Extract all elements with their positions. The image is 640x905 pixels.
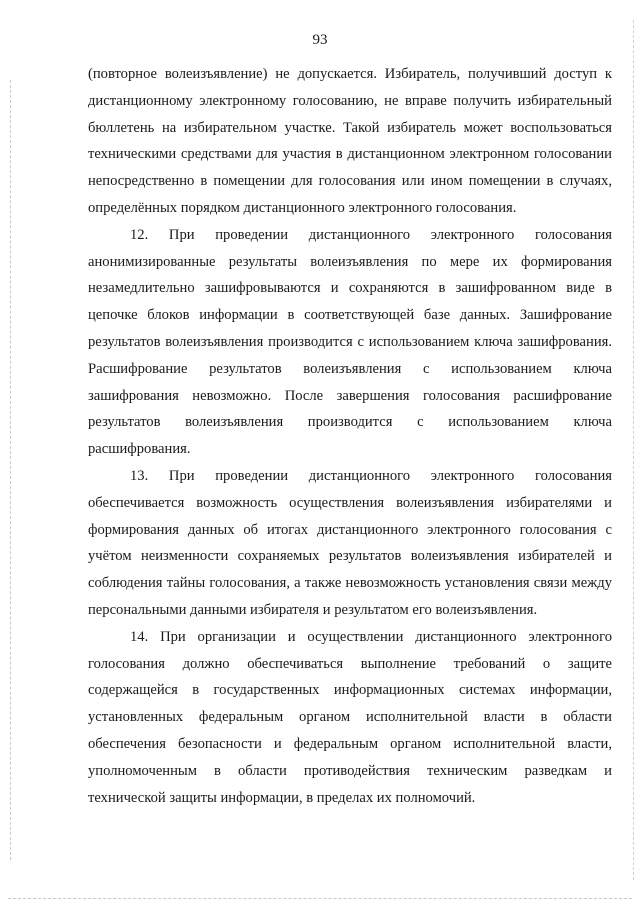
body-text	[88, 61, 612, 811]
scan-edge-bottom	[8, 898, 632, 899]
paragraph-item-13: 13. При проведении дистанционного электронного голосования обеспечивается возможность осуществления волеизъявления избирателями и формирования данных об итогах дистанционного электронного голосования с учётом неизменности сохраняемых результатов волеизъявления избирателей и соблюдения тайны голосования, а также невозможность установления связи между персональными данными избирателя и результатом его волеизъявления.	[88, 467, 612, 618]
paragraph-item-14: 14. При организации и осуществлении дистанционного электронного голосования должно обеспечиваться выполнение требований о защите содержащейся в государственных информационных системах информации, установленных федеральным органом исполнительной власти в области обеспечения безопасности и федеральным органом исполнительной власти, уполномоченным в области противодействия техническим разведкам и технической защиты информации, в пределах их полномочий.	[88, 628, 612, 806]
page-number: 93	[312, 32, 328, 48]
scan-edge-right	[633, 20, 634, 880]
paragraph-item-12: 12. При проведении дистанционного электронного голосования анонимизированные результаты волеизъявления по мере их формирования незамедлительно зашифровываются и сохраняются в зашифрованном виде в цепочке блоков информации в соответствующей базе данных. Зашифрование результатов волеизъявления производится с использованием ключа зашифрования. Расшифрование результатов волеизъявления с использованием ключа зашифрования невозможно. После завершения голосования расшифрование результатов волеизъявления производится с использованием ключа расшифрования.	[88, 226, 612, 458]
paragraph-continuation: (повторное волеизъявление) не допускается. Избиратель, получивший доступ к дистанционному электронному голосованию, не вправе получить избирательный бюллетень на избирательном участке. Такой избиратель может воспользоваться техническими средствами для участия в дистанционном электронном голосовании непосредственно в помещении для голосования или ином помещении в случаях, определённых порядком дистанционного электронного голосования.	[88, 66, 612, 216]
scan-edge-left	[10, 80, 11, 860]
